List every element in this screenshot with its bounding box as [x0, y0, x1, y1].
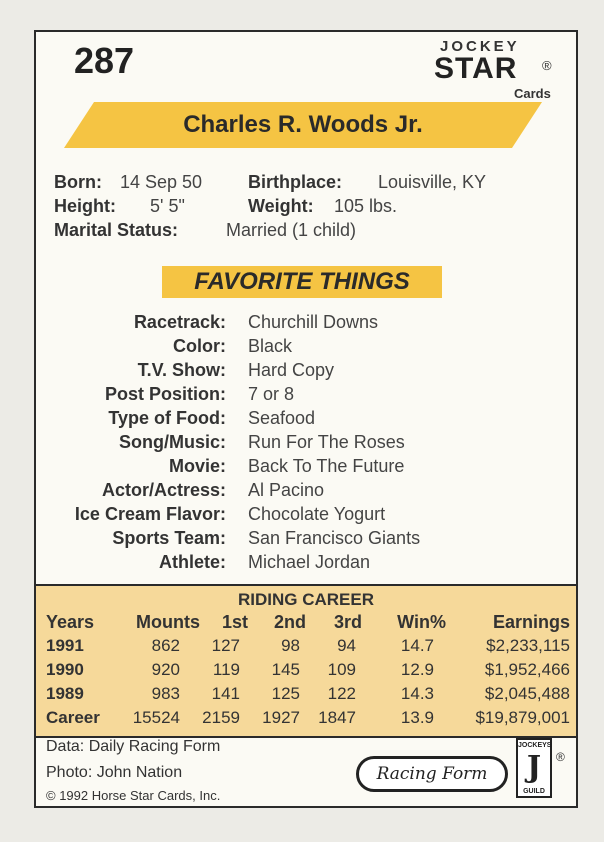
table-cell: 15524 — [132, 708, 180, 727]
born-value: 14 Sep 50 — [120, 172, 203, 192]
list-item — [36, 360, 580, 384]
table-row — [36, 684, 576, 708]
table-cell: 127 — [211, 636, 240, 655]
trading-card — [34, 30, 578, 808]
table-cell: 862 — [151, 636, 180, 655]
table-cell: 1989 — [46, 684, 84, 703]
jockey-star-logo — [432, 38, 562, 102]
table-cell: 12.9 — [400, 660, 434, 679]
table-cell: 13.9 — [400, 708, 434, 727]
favorite-value: Black — [248, 336, 293, 356]
weight-value: 105 lbs. — [334, 196, 398, 216]
column-header: Years — [46, 612, 95, 632]
guild-top-text: JOCKEYS — [518, 742, 552, 749]
favorite-value: Michael Jordan — [248, 552, 371, 572]
favorite-label: Color: — [173, 336, 226, 356]
favorite-value: Al Pacino — [248, 480, 325, 500]
list-item — [36, 552, 580, 576]
guild-bottom-text: GUILD — [523, 788, 545, 795]
list-item — [36, 408, 580, 432]
table-cell: Career — [46, 708, 100, 727]
favorite-value: Seafood — [248, 408, 316, 428]
table-cell: $19,879,001 — [475, 708, 570, 727]
table-cell: 14.3 — [400, 684, 434, 703]
racing-form-text: Racing Form — [376, 764, 488, 784]
list-item — [36, 336, 580, 360]
born-label: Born: — [54, 172, 102, 192]
favorite-value: San Francisco Giants — [248, 528, 421, 548]
career-title: RIDING CAREER — [237, 590, 374, 609]
logo-main-text: STAR — [434, 52, 518, 85]
favorite-label: Post Position: — [105, 384, 226, 404]
table-cell: 1990 — [46, 660, 84, 679]
table-cell: 1927 — [262, 708, 300, 727]
table-row — [36, 636, 576, 660]
table-cell: 119 — [212, 660, 240, 679]
copyright: © 1992 Horse Star Cards, Inc. — [46, 788, 221, 803]
guild-letter: J — [526, 750, 542, 785]
table-cell: 98 — [281, 636, 300, 655]
list-item — [36, 504, 580, 528]
favorite-label: Ice Cream Flavor: — [74, 504, 226, 524]
favorites-title: FAVORITE THINGS — [194, 268, 410, 295]
table-cell: 94 — [337, 636, 356, 655]
table-cell: $2,233,115 — [486, 636, 570, 655]
jockey-name: Charles R. Woods Jr. — [183, 111, 423, 138]
list-item — [36, 456, 580, 480]
table-cell: 2159 — [202, 708, 240, 727]
favorite-value: Chocolate Yogurt — [248, 504, 386, 524]
jockeys-guild-logo — [516, 738, 552, 798]
table-cell: 125 — [271, 684, 300, 703]
logo-top-text: JOCKEY — [440, 38, 520, 55]
birthplace-label: Birthplace: — [248, 172, 343, 192]
table-cell: $1,952,466 — [484, 660, 570, 679]
table-cell: 14.7 — [400, 636, 434, 655]
marital-value: Married (1 child) — [226, 220, 357, 240]
card-number: 287 — [74, 40, 135, 81]
guild-registered-mark: ® — [556, 750, 565, 764]
column-header: Mounts — [136, 612, 200, 632]
table-cell: 141 — [211, 684, 240, 703]
logo-sub-text: Cards — [514, 86, 551, 101]
favorite-label: Racetrack: — [133, 312, 226, 332]
column-header: 3rd — [333, 612, 362, 632]
table-cell: 122 — [327, 684, 356, 703]
riding-career-section — [36, 584, 576, 738]
favorite-value: Run For The Roses — [248, 432, 405, 452]
column-header: Earnings — [492, 612, 570, 632]
table-cell: 109 — [327, 660, 356, 679]
favorite-label: T.V. Show: — [137, 360, 226, 380]
racing-form-logo — [356, 756, 508, 792]
list-item — [36, 312, 580, 336]
table-cell: 1847 — [318, 708, 356, 727]
table-cell: 145 — [271, 660, 300, 679]
photo-credit: Photo: John Nation — [46, 764, 183, 781]
list-item — [36, 384, 580, 408]
table-cell: 920 — [151, 660, 180, 679]
list-item — [36, 528, 580, 552]
column-header: 2nd — [273, 612, 306, 632]
favorite-label: Actor/Actress: — [101, 480, 226, 500]
favorite-label: Movie: — [168, 456, 226, 476]
birthplace-value: Louisville, KY — [378, 172, 487, 192]
logo-registered-mark: ® — [542, 58, 552, 73]
list-item — [36, 480, 580, 504]
column-header: 1st — [221, 612, 248, 632]
favorite-label: Type of Food: — [108, 408, 226, 428]
favorite-value: Back To The Future — [248, 456, 405, 476]
favorite-value: Churchill Downs — [248, 312, 379, 332]
table-cell: 1991 — [46, 636, 84, 655]
height-label: Height: — [54, 196, 116, 216]
table-row — [36, 708, 576, 732]
table-cell: $2,045,488 — [484, 684, 570, 703]
list-item — [36, 432, 580, 456]
marital-label: Marital Status: — [54, 220, 179, 240]
favorite-label: Athlete: — [159, 552, 226, 572]
favorite-label: Song/Music: — [119, 432, 226, 452]
favorite-label: Sports Team: — [112, 528, 226, 548]
table-row — [36, 660, 576, 684]
favorite-value: Hard Copy — [248, 360, 335, 380]
table-header-row — [36, 612, 576, 636]
column-header: Win% — [397, 612, 446, 632]
height-value: 5' 5" — [150, 196, 185, 216]
favorite-value: 7 or 8 — [248, 384, 295, 404]
weight-label: Weight: — [248, 196, 314, 216]
data-credit: Data: Daily Racing Form — [46, 738, 221, 755]
table-cell: 983 — [151, 684, 180, 703]
